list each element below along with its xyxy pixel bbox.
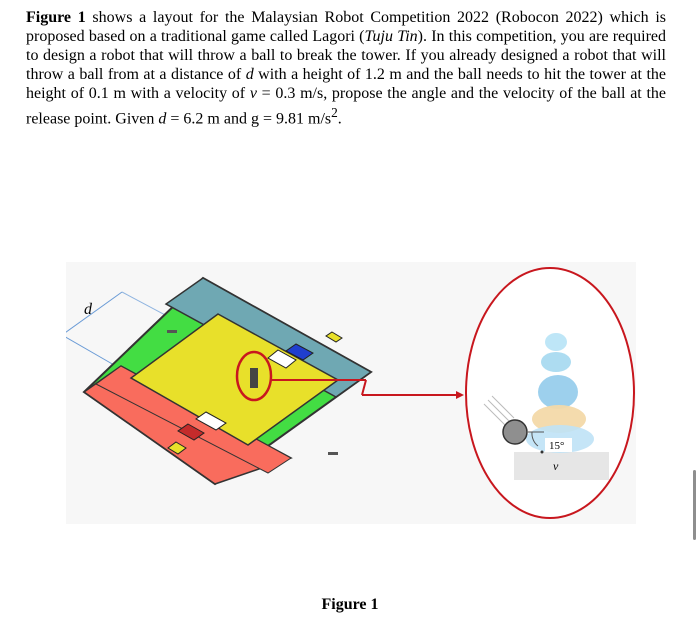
marker-dots-bottom <box>328 452 338 455</box>
marker-dots-top <box>167 330 177 333</box>
problem-text-3: with a height of 1.2 m and the ball needs to hit the tower at the height of 0.1 m with a velocity of <box>26 66 666 102</box>
game-name: Tuju Tin <box>364 28 418 45</box>
figure-svg <box>66 262 636 524</box>
velocity-label: v <box>553 459 559 473</box>
velocity-dot <box>541 451 544 454</box>
tower-base <box>514 452 609 480</box>
v-symbol: v <box>249 85 257 102</box>
disc-3 <box>538 375 578 409</box>
d-symbol: d <box>245 66 254 83</box>
tower-icon <box>250 368 258 388</box>
problem-text-4: = 0.3 m/s, propose the angle and the velocity of the ball at the release point. Given <box>26 85 666 128</box>
problem-text-6: . <box>337 110 342 128</box>
problem-statement <box>26 8 666 128</box>
disc-2 <box>541 352 571 372</box>
d-symbol-given: d <box>158 110 167 128</box>
figure-1 <box>66 262 636 524</box>
ball <box>503 420 527 444</box>
disc-1 <box>545 333 567 351</box>
problem-text-1: shows a layout for the Malaysian Robot Competition 2022 (Robocon 2022) which is proposed based on a traditional game called Lagori ( <box>26 9 667 45</box>
figure-caption: Figure 1 <box>321 596 379 613</box>
scrollbar[interactable] <box>693 470 696 540</box>
figure-reference: Figure 1 <box>26 9 86 26</box>
angle-label: 15° <box>549 440 565 452</box>
exponent: 2 <box>331 105 338 120</box>
d-label: d <box>84 301 92 318</box>
problem-text-5: = 6.2 m and g = 9.81 m/s <box>166 110 332 128</box>
problem-text-2: ). In this competition, you are required to design a robot that will throw a ball to break the tower. If you already designed a robot that will throw a ball from at a distance of <box>26 28 667 83</box>
